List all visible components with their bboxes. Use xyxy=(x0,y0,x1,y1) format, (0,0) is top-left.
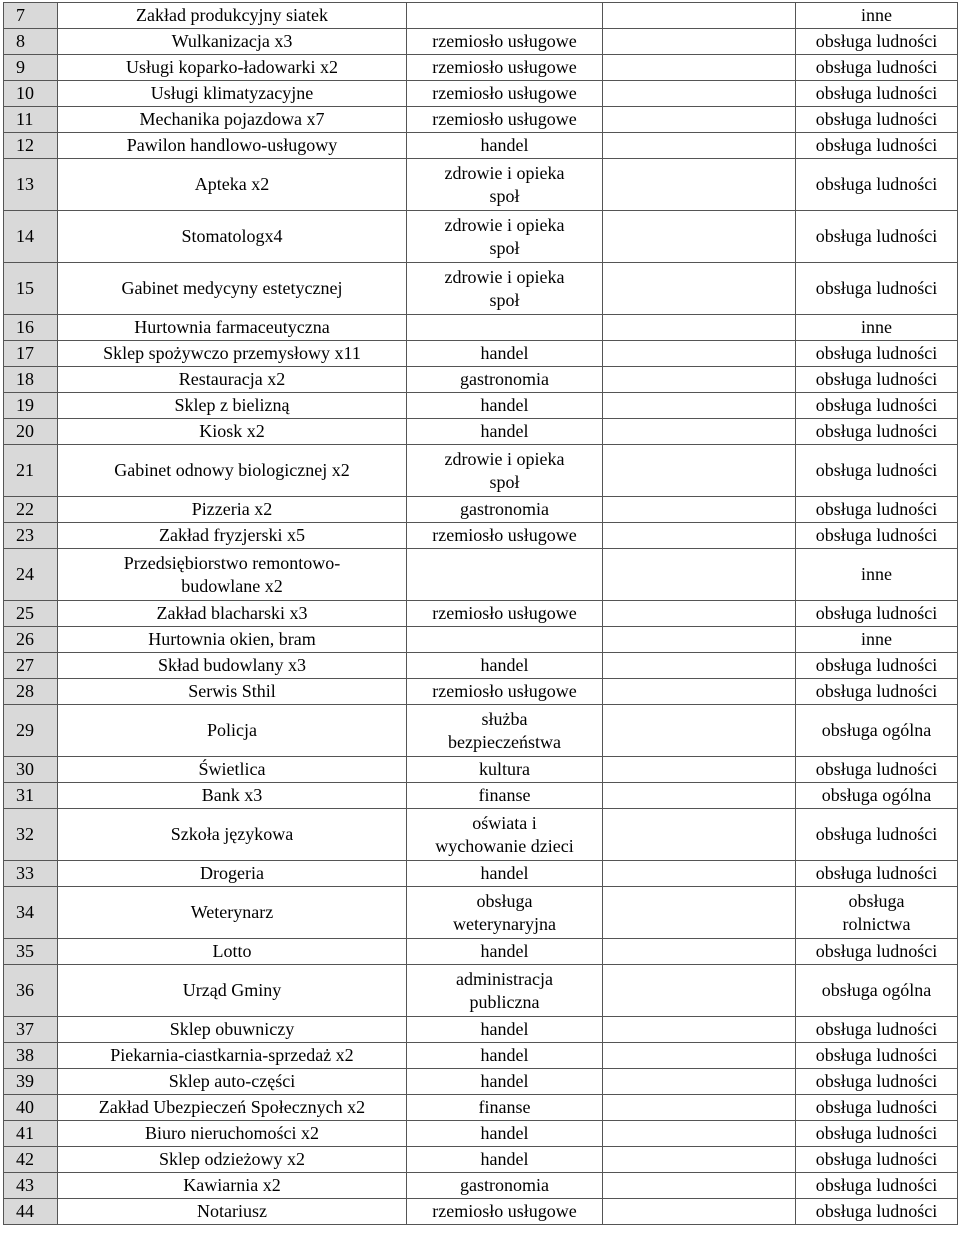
empty-cell xyxy=(603,1095,796,1121)
row-number: 25 xyxy=(4,601,58,627)
empty-cell xyxy=(603,107,796,133)
service-type: obsługa ludności xyxy=(796,1121,958,1147)
service-type: obsługa ludności xyxy=(796,341,958,367)
table-row xyxy=(4,861,958,887)
table-row xyxy=(4,887,958,939)
row-number: 18 xyxy=(4,367,58,393)
category: rzemiosło usługowe xyxy=(407,55,603,81)
facility-name: Pawilon handlowo-usługowy xyxy=(58,133,407,159)
table-row xyxy=(4,55,958,81)
category: handel xyxy=(407,1017,603,1043)
empty-cell xyxy=(603,81,796,107)
service-type: obsługa ogólna xyxy=(796,965,958,1017)
empty-cell xyxy=(603,133,796,159)
facility-name: Drogeria xyxy=(58,861,407,887)
service-type: obsługa ludności xyxy=(796,601,958,627)
table-row xyxy=(4,367,958,393)
row-number: 31 xyxy=(4,783,58,809)
facility-name: Wulkanizacja x3 xyxy=(58,29,407,55)
table-row xyxy=(4,1199,958,1225)
facility-name: Weterynarz xyxy=(58,887,407,939)
category: handel xyxy=(407,1147,603,1173)
table-row xyxy=(4,1173,958,1199)
category: zdrowie i opieka społ xyxy=(407,263,603,315)
empty-cell xyxy=(603,445,796,497)
row-number: 14 xyxy=(4,211,58,263)
category: handel xyxy=(407,419,603,445)
service-type: obsługa ludności xyxy=(796,861,958,887)
empty-cell xyxy=(603,393,796,419)
service-type: obsługa ludności xyxy=(796,1043,958,1069)
facility-name: Pizzeria x2 xyxy=(58,497,407,523)
category: rzemiosło usługowe xyxy=(407,679,603,705)
row-number: 23 xyxy=(4,523,58,549)
empty-cell xyxy=(603,1121,796,1147)
service-type: obsługa ludności xyxy=(796,1017,958,1043)
table-row xyxy=(4,445,958,497)
empty-cell xyxy=(603,367,796,393)
facility-name: Zakład Ubezpieczeń Społecznych x2 xyxy=(58,1095,407,1121)
empty-cell xyxy=(603,887,796,939)
empty-cell xyxy=(603,965,796,1017)
facility-name: Policja xyxy=(58,705,407,757)
row-number: 13 xyxy=(4,159,58,211)
facility-name: Skład budowlany x3 xyxy=(58,653,407,679)
table-row xyxy=(4,133,958,159)
service-type: obsługa ludności xyxy=(796,393,958,419)
table-row xyxy=(4,757,958,783)
empty-cell xyxy=(603,29,796,55)
table-row xyxy=(4,809,958,861)
service-type: obsługa ludności xyxy=(796,1173,958,1199)
row-number: 40 xyxy=(4,1095,58,1121)
table-row xyxy=(4,3,958,29)
facility-name: Hurtownia farmaceutyczna xyxy=(58,315,407,341)
empty-cell xyxy=(603,861,796,887)
facility-name: Przedsiębiorstwo remontowo- budowlane x2 xyxy=(58,549,407,601)
service-type: inne xyxy=(796,627,958,653)
service-type: inne xyxy=(796,315,958,341)
facility-name: Piekarnia-ciastkarnia-sprzedaż x2 xyxy=(58,1043,407,1069)
category: gastronomia xyxy=(407,367,603,393)
category xyxy=(407,627,603,653)
empty-cell xyxy=(603,601,796,627)
category: finanse xyxy=(407,1095,603,1121)
services-table-body xyxy=(4,3,958,1225)
service-type: obsługa ludności xyxy=(796,809,958,861)
row-number: 21 xyxy=(4,445,58,497)
table-row xyxy=(4,1147,958,1173)
row-number: 36 xyxy=(4,965,58,1017)
category: gastronomia xyxy=(407,1173,603,1199)
row-number: 28 xyxy=(4,679,58,705)
empty-cell xyxy=(603,939,796,965)
service-type: obsługa ludności xyxy=(796,29,958,55)
row-number: 30 xyxy=(4,757,58,783)
service-type: obsługa ludności xyxy=(796,1069,958,1095)
facility-name: Apteka x2 xyxy=(58,159,407,211)
category: obsługa weterynaryjna xyxy=(407,887,603,939)
empty-cell xyxy=(603,315,796,341)
service-type: obsługa ludności xyxy=(796,107,958,133)
table-row xyxy=(4,315,958,341)
service-type: obsługa ludności xyxy=(796,133,958,159)
facility-name: Lotto xyxy=(58,939,407,965)
table-row xyxy=(4,393,958,419)
empty-cell xyxy=(603,783,796,809)
category: handel xyxy=(407,1069,603,1095)
facility-name: Zakład blacharski x3 xyxy=(58,601,407,627)
table-row xyxy=(4,965,958,1017)
row-number: 24 xyxy=(4,549,58,601)
service-type: obsługa ludności xyxy=(796,1095,958,1121)
category: finanse xyxy=(407,783,603,809)
facility-name: Świetlica xyxy=(58,757,407,783)
facility-name: Mechanika pojazdowa x7 xyxy=(58,107,407,133)
row-number: 17 xyxy=(4,341,58,367)
table-row xyxy=(4,523,958,549)
facility-name: Notariusz xyxy=(58,1199,407,1225)
table-row xyxy=(4,653,958,679)
category: rzemiosło usługowe xyxy=(407,601,603,627)
table-row xyxy=(4,783,958,809)
service-type: obsługa ludności xyxy=(796,445,958,497)
category: handel xyxy=(407,939,603,965)
empty-cell xyxy=(603,1199,796,1225)
row-number: 37 xyxy=(4,1017,58,1043)
row-number: 42 xyxy=(4,1147,58,1173)
table-row xyxy=(4,1069,958,1095)
facility-name: Szkoła językowa xyxy=(58,809,407,861)
service-type: obsługa rolnictwa xyxy=(796,887,958,939)
table-row xyxy=(4,939,958,965)
row-number: 19 xyxy=(4,393,58,419)
row-number: 32 xyxy=(4,809,58,861)
facility-name: Stomatologx4 xyxy=(58,211,407,263)
row-number: 10 xyxy=(4,81,58,107)
category: handel xyxy=(407,133,603,159)
table-row xyxy=(4,497,958,523)
table-row xyxy=(4,107,958,133)
empty-cell xyxy=(603,1173,796,1199)
empty-cell xyxy=(603,705,796,757)
row-number: 35 xyxy=(4,939,58,965)
services-table xyxy=(3,2,958,1225)
category: handel xyxy=(407,341,603,367)
empty-cell xyxy=(603,653,796,679)
category: oświata i wychowanie dzieci xyxy=(407,809,603,861)
service-type: inne xyxy=(796,3,958,29)
facility-name: Zakład produkcyjny siatek xyxy=(58,3,407,29)
service-type: obsługa ludności xyxy=(796,419,958,445)
empty-cell xyxy=(603,523,796,549)
table-row xyxy=(4,159,958,211)
facility-name: Sklep spożywczo przemysłowy x11 xyxy=(58,341,407,367)
service-type: obsługa ludności xyxy=(796,523,958,549)
empty-cell xyxy=(603,1017,796,1043)
category xyxy=(407,315,603,341)
category: administracja publiczna xyxy=(407,965,603,1017)
service-type: obsługa ludności xyxy=(796,939,958,965)
row-number: 16 xyxy=(4,315,58,341)
table-row xyxy=(4,419,958,445)
facility-name: Kiosk x2 xyxy=(58,419,407,445)
facility-name: Usługi klimatyzacyjne xyxy=(58,81,407,107)
service-type: obsługa ludności xyxy=(796,81,958,107)
category: rzemiosło usługowe xyxy=(407,81,603,107)
row-number: 44 xyxy=(4,1199,58,1225)
empty-cell xyxy=(603,211,796,263)
category: handel xyxy=(407,1121,603,1147)
row-number: 27 xyxy=(4,653,58,679)
row-number: 29 xyxy=(4,705,58,757)
empty-cell xyxy=(603,1147,796,1173)
row-number: 26 xyxy=(4,627,58,653)
category xyxy=(407,3,603,29)
service-type: obsługa ludności xyxy=(796,653,958,679)
table-row xyxy=(4,1121,958,1147)
empty-cell xyxy=(603,549,796,601)
facility-name: Sklep auto-części xyxy=(58,1069,407,1095)
table-row xyxy=(4,81,958,107)
service-type: obsługa ogólna xyxy=(796,705,958,757)
category: zdrowie i opieka społ xyxy=(407,159,603,211)
facility-name: Urząd Gminy xyxy=(58,965,407,1017)
empty-cell xyxy=(603,1043,796,1069)
row-number: 34 xyxy=(4,887,58,939)
row-number: 9 xyxy=(4,55,58,81)
facility-name: Sklep z bielizną xyxy=(58,393,407,419)
row-number: 43 xyxy=(4,1173,58,1199)
empty-cell xyxy=(603,159,796,211)
empty-cell xyxy=(603,1069,796,1095)
service-type: obsługa ludności xyxy=(796,263,958,315)
service-type: obsługa ludności xyxy=(796,367,958,393)
empty-cell xyxy=(603,3,796,29)
table-row xyxy=(4,1017,958,1043)
facility-name: Restauracja x2 xyxy=(58,367,407,393)
category: handel xyxy=(407,1043,603,1069)
service-type: obsługa ludności xyxy=(796,1147,958,1173)
category: gastronomia xyxy=(407,497,603,523)
row-number: 15 xyxy=(4,263,58,315)
service-type: obsługa ludności xyxy=(796,757,958,783)
facility-name: Sklep obuwniczy xyxy=(58,1017,407,1043)
empty-cell xyxy=(603,497,796,523)
category: rzemiosło usługowe xyxy=(407,1199,603,1225)
table-row xyxy=(4,679,958,705)
category: rzemiosło usługowe xyxy=(407,107,603,133)
empty-cell xyxy=(603,679,796,705)
row-number: 7 xyxy=(4,3,58,29)
empty-cell xyxy=(603,757,796,783)
facility-name: Zakład fryzjerski x5 xyxy=(58,523,407,549)
category: handel xyxy=(407,861,603,887)
row-number: 41 xyxy=(4,1121,58,1147)
service-type: obsługa ludności xyxy=(796,55,958,81)
category: handel xyxy=(407,653,603,679)
table-row xyxy=(4,1043,958,1069)
table-row xyxy=(4,341,958,367)
row-number: 12 xyxy=(4,133,58,159)
table-row xyxy=(4,705,958,757)
facility-name: Sklep odzieżowy x2 xyxy=(58,1147,407,1173)
service-type: obsługa ludności xyxy=(796,1199,958,1225)
row-number: 38 xyxy=(4,1043,58,1069)
empty-cell xyxy=(603,341,796,367)
empty-cell xyxy=(603,627,796,653)
facility-name: Gabinet medycyny estetycznej xyxy=(58,263,407,315)
row-number: 39 xyxy=(4,1069,58,1095)
category: rzemiosło usługowe xyxy=(407,29,603,55)
table-row xyxy=(4,211,958,263)
table-row xyxy=(4,29,958,55)
table-row xyxy=(4,1095,958,1121)
service-type: obsługa ogólna xyxy=(796,783,958,809)
empty-cell xyxy=(603,263,796,315)
service-type: obsługa ludności xyxy=(796,497,958,523)
facility-name: Usługi koparko-ładowarki x2 xyxy=(58,55,407,81)
row-number: 8 xyxy=(4,29,58,55)
facility-name: Serwis Sthil xyxy=(58,679,407,705)
category: rzemiosło usługowe xyxy=(407,523,603,549)
facility-name: Gabinet odnowy biologicznej x2 xyxy=(58,445,407,497)
empty-cell xyxy=(603,809,796,861)
category: kultura xyxy=(407,757,603,783)
empty-cell xyxy=(603,419,796,445)
row-number: 22 xyxy=(4,497,58,523)
empty-cell xyxy=(603,55,796,81)
table-row xyxy=(4,601,958,627)
row-number: 33 xyxy=(4,861,58,887)
table-row xyxy=(4,627,958,653)
facility-name: Bank x3 xyxy=(58,783,407,809)
row-number: 20 xyxy=(4,419,58,445)
category: służba bezpieczeństwa xyxy=(407,705,603,757)
facility-name: Kawiarnia x2 xyxy=(58,1173,407,1199)
service-type: obsługa ludności xyxy=(796,159,958,211)
service-type: obsługa ludności xyxy=(796,211,958,263)
service-type: inne xyxy=(796,549,958,601)
table-row xyxy=(4,549,958,601)
category xyxy=(407,549,603,601)
row-number: 11 xyxy=(4,107,58,133)
category: zdrowie i opieka społ xyxy=(407,211,603,263)
service-type: obsługa ludności xyxy=(796,679,958,705)
category: zdrowie i opieka społ xyxy=(407,445,603,497)
category: handel xyxy=(407,393,603,419)
facility-name: Hurtownia okien, bram xyxy=(58,627,407,653)
facility-name: Biuro nieruchomości x2 xyxy=(58,1121,407,1147)
table-row xyxy=(4,263,958,315)
